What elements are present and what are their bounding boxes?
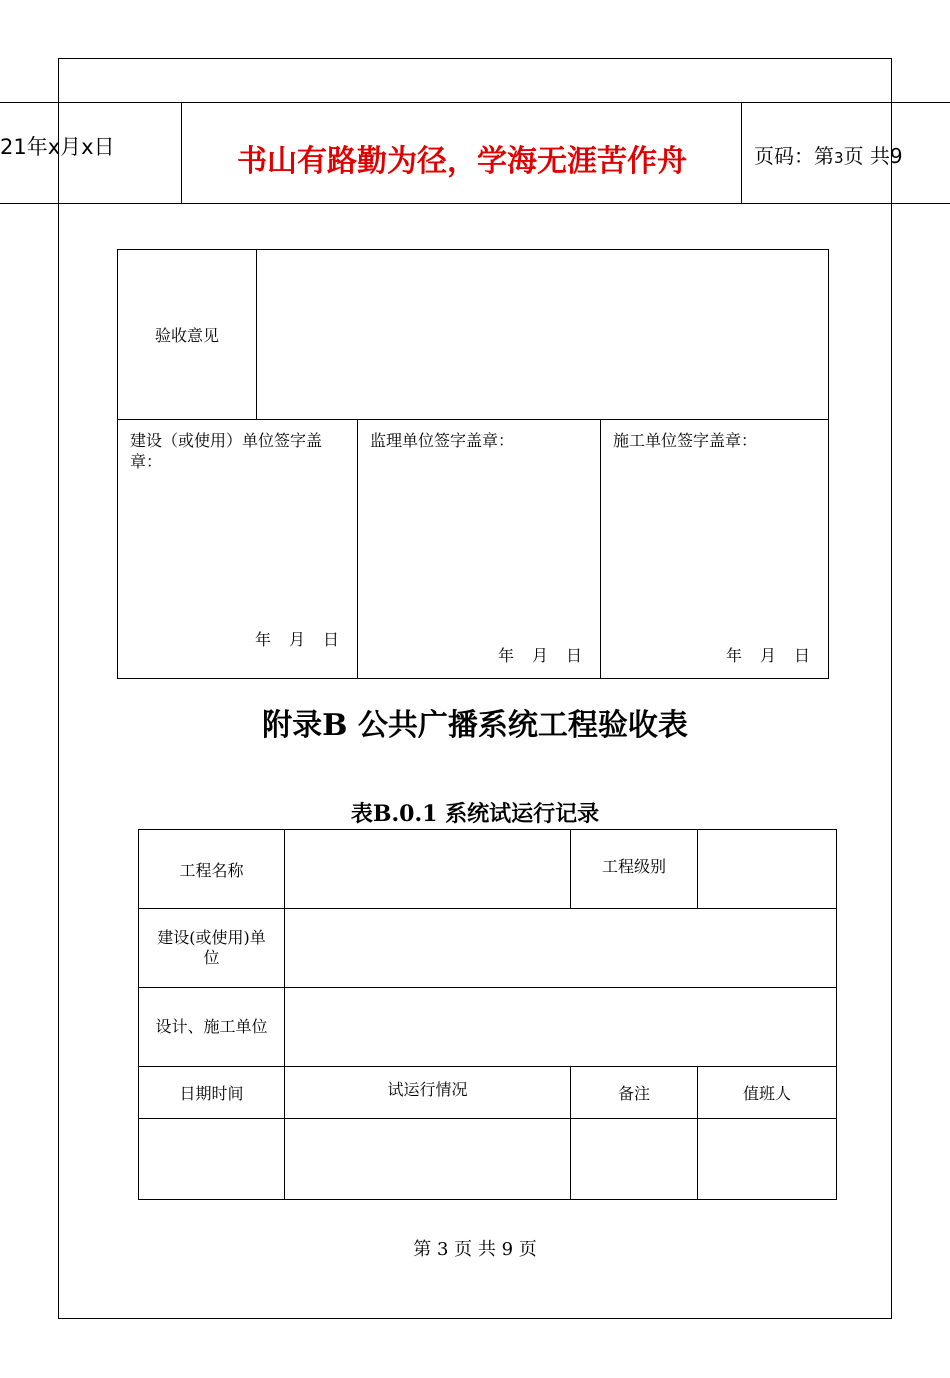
record-status-cell[interactable] xyxy=(285,1119,571,1200)
col-remark-label: 备注 xyxy=(617,1084,650,1103)
design-label: 设计、施工单位 xyxy=(155,1017,268,1036)
owner-signature-label: 建设（或使用）单位签字盖章： xyxy=(130,431,323,471)
builder-signature-label: 施工单位签字盖章： xyxy=(613,431,758,450)
record-date-cell[interactable] xyxy=(139,1119,285,1200)
header-bottom-rule xyxy=(0,203,950,204)
col-status-label: 试运行情况 xyxy=(387,1080,468,1099)
opinion-label: 验收意见 xyxy=(154,326,219,345)
date-month: 月 xyxy=(759,646,776,665)
date-day: 日 xyxy=(794,646,811,665)
builder-signature-cell[interactable] xyxy=(601,420,829,679)
page-suffix: 页 共 xyxy=(843,144,890,168)
page-prefix: 页码：第 xyxy=(754,144,834,168)
date-month: 月 xyxy=(288,630,305,649)
page-number: 3 xyxy=(834,149,844,167)
table-title: 表B.0.1 系统试运行记录 xyxy=(350,801,600,827)
project-name-value[interactable] xyxy=(285,830,571,909)
header-page-info xyxy=(754,140,903,169)
owner-value[interactable] xyxy=(285,909,837,988)
opinion-label-cell xyxy=(118,250,257,420)
header-top-rule xyxy=(0,102,950,103)
design-value[interactable] xyxy=(285,988,837,1067)
supervisor-signature-date xyxy=(480,645,582,666)
header-date: 21年x月x日 xyxy=(0,135,115,159)
col-header-status xyxy=(285,1067,571,1119)
builder-signature-date xyxy=(708,645,810,666)
date-year: 年 xyxy=(497,646,514,665)
project-name-label-cell xyxy=(139,830,285,909)
col-header-remark xyxy=(571,1067,698,1119)
record-duty-cell[interactable] xyxy=(698,1119,837,1200)
date-year: 年 xyxy=(725,646,742,665)
owner-signature-cell[interactable] xyxy=(118,420,358,679)
design-label-cell xyxy=(139,988,285,1067)
project-level-label: 工程级别 xyxy=(601,857,666,876)
appendix-title: 附录B 公共广播系统工程验收表 xyxy=(262,708,688,743)
date-month: 月 xyxy=(531,646,548,665)
col-date-label: 日期时间 xyxy=(179,1084,244,1103)
opinion-content-cell[interactable] xyxy=(257,250,829,420)
project-level-label-cell xyxy=(571,830,698,909)
trial-run-table xyxy=(138,829,837,1200)
col-duty-label: 值班人 xyxy=(742,1084,791,1103)
owner-label-cell xyxy=(139,909,285,988)
owner-label: 建设(或使用)单位 xyxy=(157,928,266,967)
acceptance-table xyxy=(117,249,829,679)
date-day: 日 xyxy=(565,646,582,665)
project-level-value[interactable] xyxy=(698,830,837,909)
owner-signature-date xyxy=(237,629,339,650)
supervisor-signature-cell[interactable] xyxy=(358,420,601,679)
header-motto: 书山有路勤为径，学海无涯苦作舟 xyxy=(237,144,687,179)
date-day: 日 xyxy=(322,630,339,649)
project-name-label: 工程名称 xyxy=(179,860,244,880)
record-remark-cell[interactable] xyxy=(571,1119,698,1200)
col-header-date xyxy=(139,1067,285,1119)
date-year: 年 xyxy=(254,630,271,649)
page-footer: 第 3 页 共 9 页 xyxy=(413,1239,537,1260)
page-total: 9 xyxy=(889,144,903,168)
col-header-duty xyxy=(698,1067,837,1119)
supervisor-signature-label: 监理单位签字盖章： xyxy=(370,431,515,450)
